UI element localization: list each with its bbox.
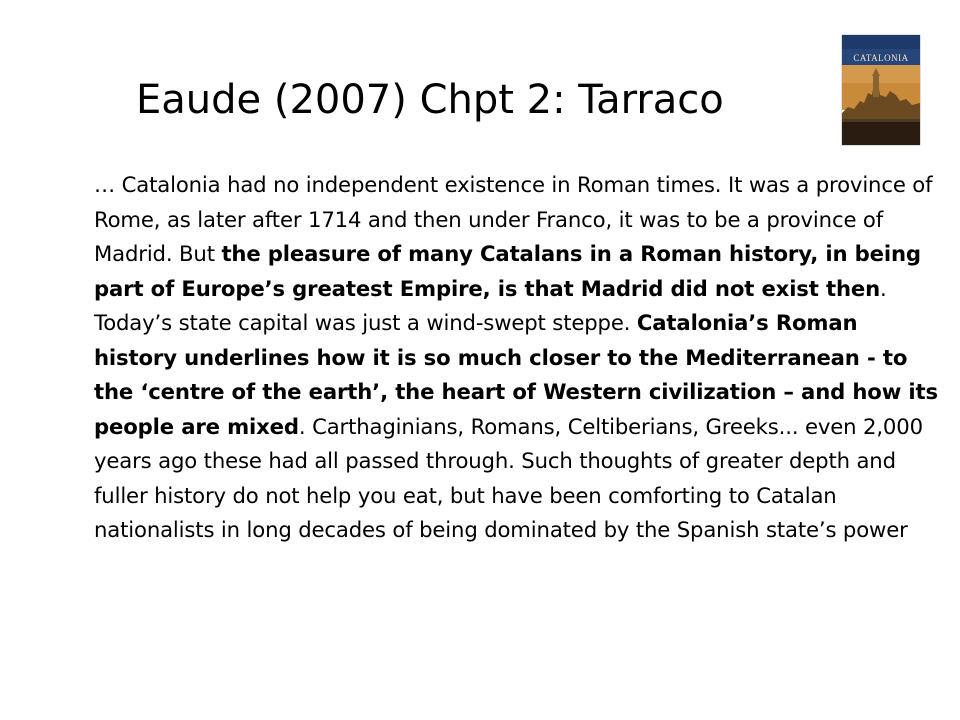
quote-segment: … Catalonia had no independent existence in Roman times. It was a province of Rome, as later after 1714 and then under Franco, it was to be a province of Madrid. But [94,172,933,266]
quote-segment: . Today’s state capital was just a wind-swept steppe. [94,275,887,335]
slide-title: Eaude (2007) Chpt 2: Tarraco [136,77,724,123]
cover-sky-glow [842,65,920,83]
book-cover-image [842,35,920,145]
quote-segment-bold: Catalonia’s Roman history underlines how it is so much closer to the Mediterranean - to the ‘centre of the earth’, the heart of Western civilization – and how its people are mixed [94,310,938,439]
quote-paragraph [94,168,944,548]
cover-ground [842,121,920,145]
quote-segment-bold: the pleasure of many Catalans in a Roman history, in being part of Europe’s greatest Empire, is that Madrid did not exist then [94,241,921,301]
cover-title: CATALONIA [853,53,909,63]
quote-segment: . Carthaginians, Romans, Celtiberians, Greeks... even 2,000 years ago these had all passed through. Such thoughts of greater depth and fuller history do not help you eat, but have been comforting to Catalan nationalists in long decades of being dominated by the Spanish state’s power [94,413,923,542]
cover-sea-line [842,119,920,122]
cover-church-tower [873,75,879,97]
